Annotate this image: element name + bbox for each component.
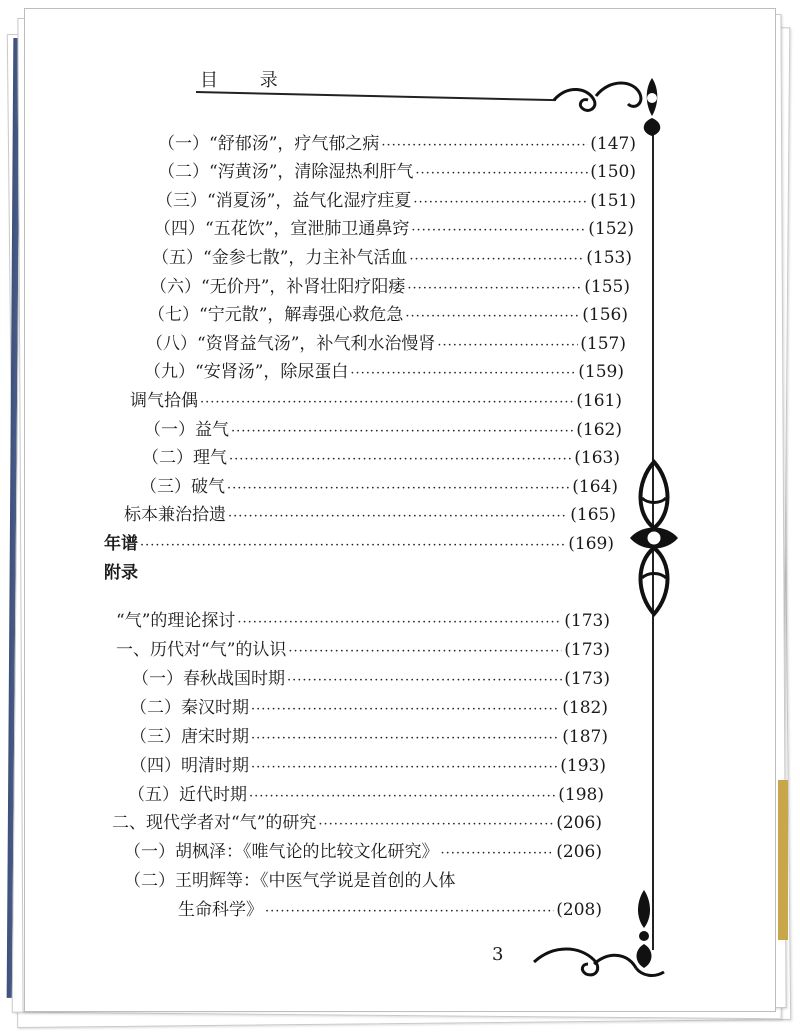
knot-ornament-icon bbox=[622, 458, 686, 618]
toc-entry[interactable] bbox=[104, 558, 304, 583]
toc-entry-page: (169) bbox=[568, 534, 614, 554]
leader-dots bbox=[288, 644, 562, 659]
toc-entry-page: (173) bbox=[564, 611, 610, 631]
toc-entry-title: “气”的理论探讨 bbox=[116, 611, 236, 631]
toc-entry[interactable] bbox=[144, 357, 624, 382]
toc-entry-page: (147) bbox=[590, 134, 636, 154]
leader-dots bbox=[251, 731, 560, 746]
toc-entry-page: (193) bbox=[560, 756, 606, 776]
leader-dots bbox=[251, 760, 558, 775]
toc-entry[interactable] bbox=[148, 300, 628, 325]
toc-entry-title: （二）“泻黄汤”，清除湿热利肝气 bbox=[158, 162, 414, 182]
leader-dots bbox=[415, 166, 588, 181]
toc-entry-page: (161) bbox=[576, 391, 622, 411]
toc-entry-page: (163) bbox=[574, 448, 620, 468]
toc-entry-page: (165) bbox=[570, 505, 616, 525]
toc-entry[interactable] bbox=[116, 635, 610, 660]
toc-entry-page: (206) bbox=[556, 842, 602, 862]
toc-entry[interactable] bbox=[156, 186, 636, 211]
toc-entry-page: (162) bbox=[576, 420, 622, 440]
toc-entry-title: （一）益气 bbox=[144, 420, 229, 440]
toc-entry-page: (173) bbox=[564, 640, 610, 660]
toc-entry-title: （九）“安肾汤”，除尿蛋白 bbox=[144, 362, 349, 382]
toc-entry[interactable] bbox=[146, 329, 626, 354]
toc-entry-page: (182) bbox=[562, 698, 608, 718]
leader-dots bbox=[228, 509, 568, 524]
toc-entry-title: （五）近代时期 bbox=[128, 785, 247, 805]
leader-dots bbox=[318, 817, 554, 832]
toc-entry-title: 一、历代对“气”的认识 bbox=[116, 640, 287, 660]
toc-entry-page: (164) bbox=[572, 477, 618, 497]
leader-dots bbox=[411, 223, 586, 238]
toc-entry-title: （八）“资肾益气汤”，补气利水治慢肾 bbox=[146, 334, 436, 354]
leader-dots bbox=[413, 195, 588, 210]
toc-entry-title: （三）唐宋时期 bbox=[130, 727, 249, 747]
toc-entry-title: 年谱 bbox=[104, 534, 138, 554]
toc-entry-title: 二、现代学者对“气”的研究 bbox=[112, 813, 317, 833]
toc-entry-title: （二）秦汉时期 bbox=[130, 698, 249, 718]
leader-dots bbox=[200, 395, 574, 410]
book-cover-edge bbox=[778, 780, 788, 940]
toc-entry[interactable] bbox=[124, 837, 602, 862]
toc-entry-title: （二）理气 bbox=[142, 448, 227, 468]
toc-entry[interactable] bbox=[130, 693, 608, 718]
toc-entry[interactable] bbox=[124, 500, 616, 525]
leader-dots bbox=[381, 138, 588, 153]
toc-entry-title: 调气拾偶 bbox=[130, 391, 198, 411]
leader-dots bbox=[231, 424, 574, 439]
toc-entry-page: (159) bbox=[578, 362, 624, 382]
toc-entry-title: （四）“五花饮”，宣泄肺卫通鼻窍 bbox=[154, 219, 410, 239]
leader-dots bbox=[441, 846, 555, 861]
page-number: 3 bbox=[492, 944, 504, 965]
toc-entry-title: （四）明清时期 bbox=[130, 756, 249, 776]
leader-dots bbox=[140, 538, 566, 553]
leader-dots bbox=[227, 481, 570, 496]
toc-entry[interactable] bbox=[178, 895, 602, 920]
toc-entry-page: (150) bbox=[590, 162, 636, 182]
toc-entry-title: 生命科学》 bbox=[178, 900, 263, 920]
toc-entry-title: （一）春秋战国时期 bbox=[132, 669, 285, 689]
toc-entry-title: 附录 bbox=[104, 563, 138, 583]
toc-entry-page: (156) bbox=[582, 305, 628, 325]
toc-entry[interactable] bbox=[150, 272, 630, 297]
toc-entry[interactable] bbox=[130, 386, 622, 411]
toc-entry[interactable] bbox=[112, 808, 602, 833]
toc-entry-page: (198) bbox=[558, 785, 604, 805]
toc-entry-title: （三）破气 bbox=[140, 477, 225, 497]
toc-entry-title: （一）胡枫泽：《唯气论的比较文化研究》 bbox=[124, 842, 439, 862]
leader-dots bbox=[409, 252, 584, 267]
toc-entry[interactable] bbox=[154, 214, 634, 239]
toc-entry[interactable] bbox=[130, 722, 608, 747]
toc-entry[interactable] bbox=[116, 606, 610, 631]
toc-entry-page: (151) bbox=[590, 191, 636, 211]
leader-dots bbox=[237, 615, 562, 630]
toc-entry-title: 标本兼治拾遗 bbox=[124, 505, 226, 525]
toc-entry-page: (208) bbox=[556, 900, 602, 920]
page-header-title: 目 录 bbox=[200, 70, 296, 91]
leader-dots bbox=[350, 366, 576, 381]
toc-entry[interactable] bbox=[158, 129, 636, 154]
toc-entry-page: (173) bbox=[564, 669, 610, 689]
leader-dots bbox=[229, 452, 572, 467]
toc-entry[interactable] bbox=[130, 751, 606, 776]
toc-entry[interactable] bbox=[128, 780, 604, 805]
toc-entry-page: (206) bbox=[556, 813, 602, 833]
toc-entry[interactable] bbox=[144, 415, 622, 440]
leader-dots bbox=[407, 281, 582, 296]
leader-dots bbox=[437, 338, 578, 353]
leader-dots bbox=[405, 309, 580, 324]
toc-entry-page: (152) bbox=[588, 219, 634, 239]
toc-entry-page: (153) bbox=[586, 248, 632, 268]
toc-entry-title: （二）王明辉等：《中医气学说是首创的人体 bbox=[124, 871, 456, 891]
toc-entry[interactable] bbox=[104, 529, 614, 554]
toc-entry-page: (155) bbox=[584, 277, 630, 297]
toc-entry[interactable] bbox=[132, 664, 610, 689]
toc-entry-page: (157) bbox=[580, 334, 626, 354]
toc-entry[interactable] bbox=[140, 472, 618, 497]
leader-dots bbox=[265, 904, 554, 919]
toc-entry-title: （七）“宁元散”，解毒强心救危急 bbox=[148, 305, 404, 325]
toc-entry[interactable] bbox=[142, 443, 620, 468]
leader-dots bbox=[251, 702, 560, 717]
toc-entry-page: (187) bbox=[562, 727, 608, 747]
toc-entry[interactable] bbox=[152, 243, 632, 268]
toc-entry-title: （一）“舒郁汤”，疗气郁之病 bbox=[158, 134, 380, 154]
leader-dots bbox=[249, 789, 556, 804]
toc-entry-title: （六）“无价丹”，补肾壮阳疗阳痿 bbox=[150, 277, 406, 297]
toc-entry[interactable] bbox=[158, 157, 636, 182]
leader-dots bbox=[287, 673, 562, 688]
toc-entry-title: （五）“金参七散”，力主补气活血 bbox=[152, 248, 408, 268]
toc-entry-title: （三）“消夏汤”，益气化湿疗疰夏 bbox=[156, 191, 412, 211]
